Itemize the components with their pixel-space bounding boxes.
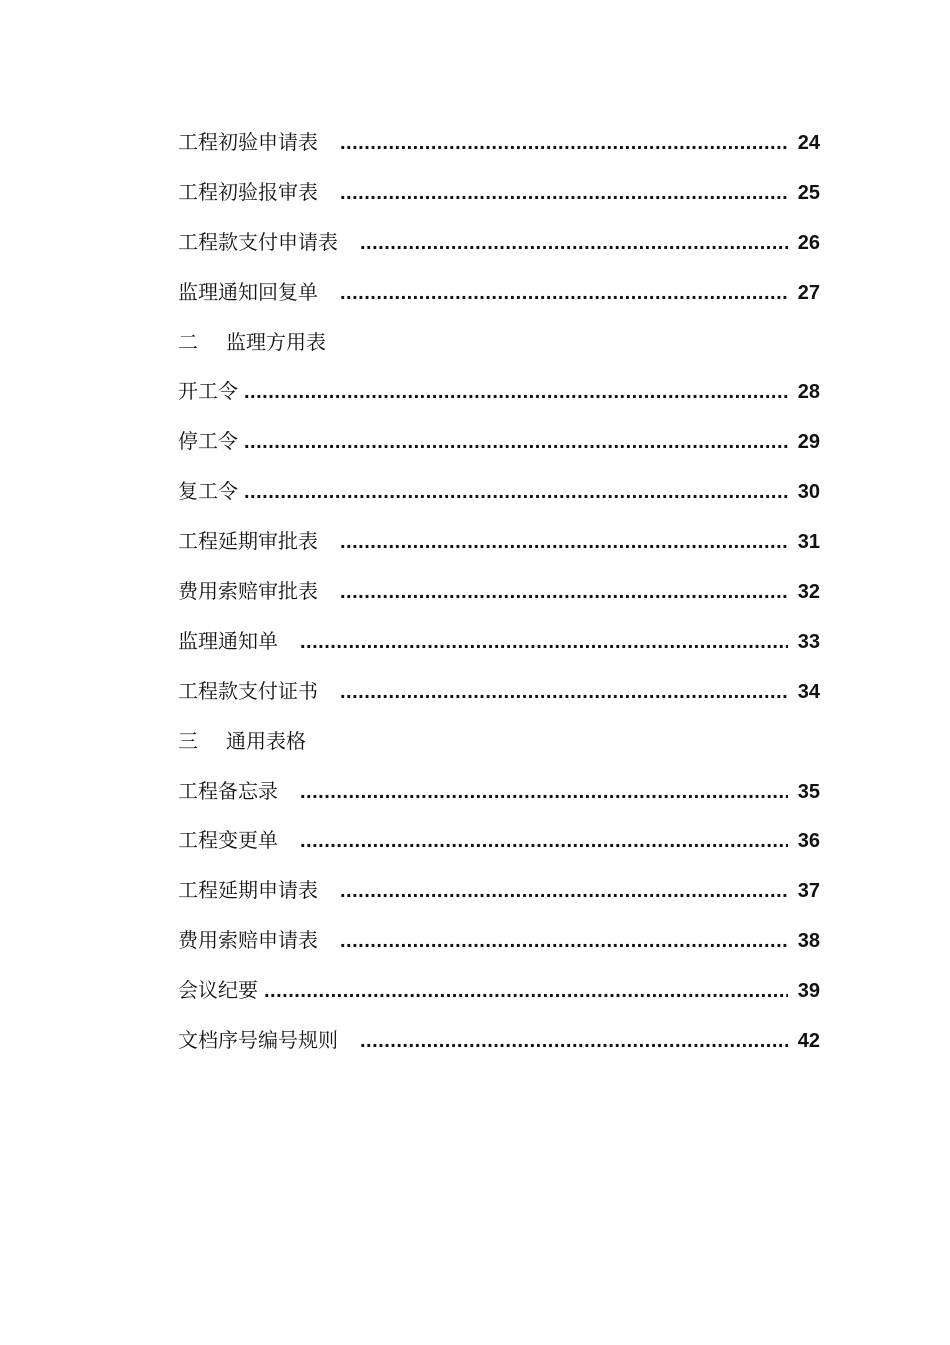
toc-entry[interactable]	[178, 467, 820, 517]
toc-entry-label: 复工令	[178, 479, 238, 504]
toc-leader-dots	[300, 768, 788, 818]
toc-entry-label: 费用索赔审批表	[178, 579, 318, 604]
toc-leader-dots	[360, 219, 788, 269]
toc-entry-label: 工程延期审批表	[178, 529, 318, 554]
toc-entry[interactable]	[178, 517, 820, 567]
toc-entry-label: 监理通知单	[178, 628, 278, 653]
toc-entry-label: 工程备忘录	[178, 778, 278, 803]
toc-entry-label: 工程款支付申请表	[178, 229, 338, 254]
toc-section-heading	[178, 717, 820, 767]
toc-leader-dots	[244, 468, 788, 518]
toc-entry[interactable]	[178, 118, 820, 168]
toc-leader-dots	[340, 867, 788, 917]
toc-page-number: 32	[797, 581, 820, 604]
toc-leader-dots	[340, 119, 788, 169]
toc-page-number: 27	[797, 281, 820, 304]
section-number: 二	[178, 329, 198, 354]
toc-entry[interactable]	[178, 667, 820, 717]
toc-entry[interactable]	[178, 767, 820, 817]
toc-leader-dots	[360, 1017, 788, 1067]
toc-entry[interactable]	[178, 1016, 820, 1066]
toc-leader-dots	[340, 169, 788, 219]
toc-entry[interactable]	[178, 367, 820, 417]
toc-leader-dots	[340, 518, 788, 568]
toc-entry-label: 监理通知回复单	[178, 279, 318, 304]
toc-leader-dots	[244, 418, 788, 468]
toc-entry-label: 停工令	[178, 429, 238, 454]
toc-page-number: 42	[797, 1030, 820, 1053]
toc-page-number: 37	[797, 880, 820, 903]
toc-page-number: 33	[797, 630, 820, 653]
toc-leader-dots	[300, 817, 788, 867]
toc-entry-label: 开工令	[178, 379, 238, 404]
toc-entry-label: 费用索赔申请表	[178, 928, 318, 953]
toc-entry[interactable]	[178, 218, 820, 268]
toc-entry[interactable]	[178, 966, 820, 1016]
toc-entry-label: 文档序号编号规则	[178, 1028, 338, 1053]
toc-entry-label: 工程初验报审表	[178, 179, 318, 204]
toc-entry[interactable]	[178, 866, 820, 916]
toc-leader-dots	[340, 917, 788, 967]
toc-page-number: 39	[797, 980, 820, 1003]
toc-entry-label: 工程延期申请表	[178, 878, 318, 903]
toc-page-number: 26	[797, 231, 820, 254]
toc-leader-dots	[244, 368, 788, 418]
toc-entry[interactable]	[178, 916, 820, 966]
toc-entry-label: 工程款支付证书	[178, 678, 318, 703]
toc-page-number: 38	[797, 930, 820, 953]
toc-page-number: 36	[797, 830, 820, 853]
toc-page-number: 28	[797, 381, 820, 404]
toc-entry-label: 会议纪要	[178, 978, 258, 1003]
toc-entry-label: 工程变更单	[178, 828, 278, 853]
toc-entry[interactable]	[178, 268, 820, 318]
toc-page-number: 31	[797, 531, 820, 554]
toc-page-number: 35	[797, 780, 820, 803]
toc-leader-dots	[340, 668, 788, 718]
toc-section-heading	[178, 318, 820, 368]
toc-leader-dots	[264, 967, 788, 1017]
toc-page-number: 29	[797, 431, 820, 454]
toc-entry-label: 工程初验申请表	[178, 130, 318, 154]
section-title: 通用表格	[226, 728, 306, 753]
toc-page-number: 34	[797, 680, 820, 703]
section-number: 三	[178, 728, 198, 753]
toc-entry[interactable]	[178, 417, 820, 467]
section-title: 监理方用表	[226, 329, 326, 354]
toc-page-number: 30	[797, 481, 820, 504]
toc-page-number: 25	[797, 181, 820, 204]
toc-leader-dots	[300, 618, 788, 668]
toc-leader-dots	[340, 269, 788, 319]
toc-leader-dots	[340, 568, 788, 618]
table-of-contents	[178, 118, 820, 1066]
toc-entry[interactable]	[178, 617, 820, 667]
toc-page-number: 24	[797, 132, 820, 154]
toc-entry[interactable]	[178, 168, 820, 218]
toc-entry[interactable]	[178, 567, 820, 617]
toc-entry[interactable]	[178, 816, 820, 866]
